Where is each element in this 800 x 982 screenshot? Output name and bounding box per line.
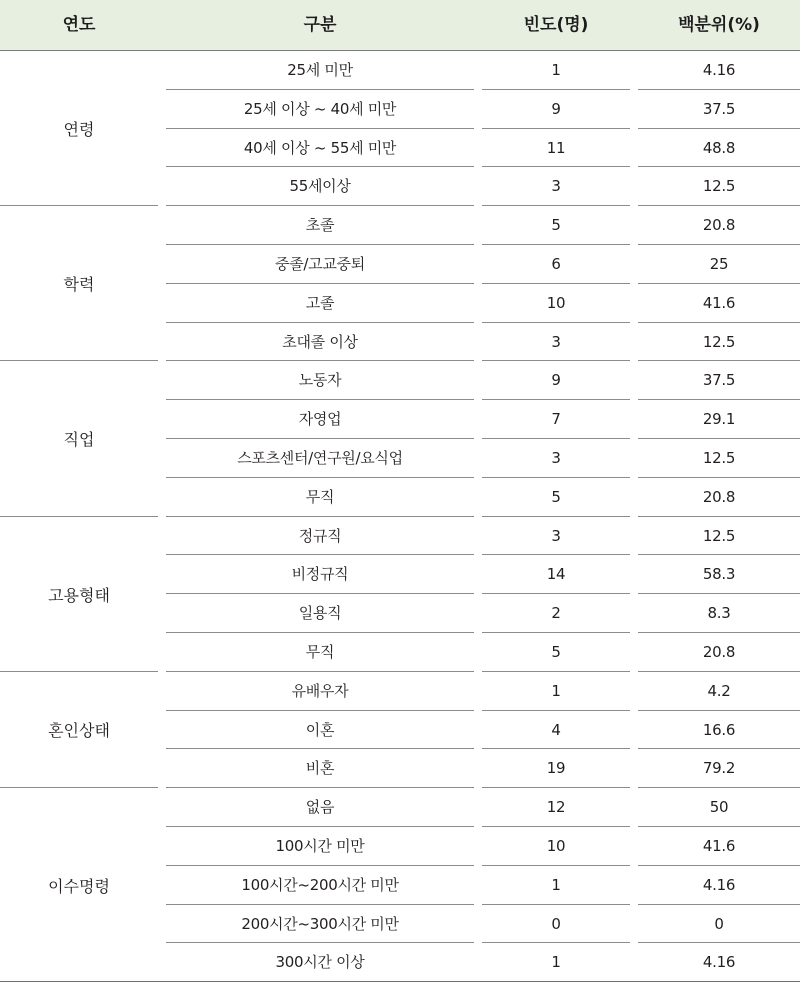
percentile-cell: 37.5 bbox=[702, 371, 736, 390]
category-cell: 노동자 bbox=[298, 371, 342, 390]
percentile-cell: 37.5 bbox=[702, 99, 736, 118]
frequency-cell: 19 bbox=[546, 759, 566, 778]
percentile-cell: 4.16 bbox=[702, 953, 736, 972]
frequency-cell: 3 bbox=[551, 449, 561, 467]
category-cell: 고졸 bbox=[305, 293, 335, 312]
category-cell: 40세 이상 ~ 55세 미만 bbox=[243, 138, 397, 157]
group-label: 연령 bbox=[63, 120, 95, 140]
percentile-cell: 16.6 bbox=[702, 720, 736, 739]
frequency-cell: 5 bbox=[551, 487, 561, 506]
frequency-cell: 1 bbox=[551, 61, 561, 79]
percentile-cell: 41.6 bbox=[702, 837, 736, 855]
frequency-cell: 3 bbox=[551, 332, 561, 351]
category-cell: 없음 bbox=[305, 798, 335, 817]
category-cell: 무직 bbox=[305, 487, 335, 506]
percentile-cell: 4.16 bbox=[702, 61, 736, 79]
percentile-cell: 41.6 bbox=[702, 293, 736, 312]
category-cell: 초대졸 이상 bbox=[282, 332, 358, 351]
frequency-cell: 6 bbox=[551, 255, 561, 273]
category-cell: 중졸/고교중퇴 bbox=[275, 255, 365, 273]
frequency-cell: 10 bbox=[546, 837, 566, 855]
percentile-cell: 12.5 bbox=[702, 177, 736, 196]
percentile-cell: 29.1 bbox=[702, 410, 736, 429]
header-percentile: 백분위(%) bbox=[678, 15, 760, 35]
frequency-cell: 3 bbox=[551, 177, 561, 196]
frequency-cell: 10 bbox=[546, 293, 566, 312]
frequency-cell: 2 bbox=[551, 604, 561, 623]
percentile-cell: 50 bbox=[709, 798, 729, 817]
percentile-cell: 8.3 bbox=[707, 604, 731, 623]
percentile-cell: 4.2 bbox=[707, 681, 731, 700]
group-label: 이수명령 bbox=[48, 876, 110, 896]
group-label: 혼인상태 bbox=[48, 721, 110, 741]
frequency-cell: 5 bbox=[551, 216, 561, 235]
percentile-cell: 20.8 bbox=[702, 643, 736, 661]
frequency-cell: 12 bbox=[546, 798, 566, 817]
frequency-cell: 7 bbox=[551, 410, 561, 429]
percentile-cell: 0 bbox=[714, 914, 724, 933]
percentile-cell: 20.8 bbox=[702, 487, 736, 506]
percentile-cell: 79.2 bbox=[702, 759, 736, 778]
category-cell: 비혼 bbox=[305, 759, 335, 778]
frequency-cell: 14 bbox=[546, 565, 566, 584]
category-cell: 300시간 이상 bbox=[275, 953, 365, 972]
frequency-cell: 1 bbox=[551, 681, 561, 700]
group-label: 고용형태 bbox=[48, 585, 110, 605]
frequency-cell: 4 bbox=[551, 720, 561, 739]
frequency-cell: 0 bbox=[551, 914, 561, 933]
category-cell: 일용직 bbox=[298, 604, 342, 623]
percentile-cell: 48.8 bbox=[702, 138, 736, 157]
frequency-cell: 1 bbox=[551, 953, 561, 972]
table-header bbox=[0, 0, 800, 51]
category-cell: 25세 이상 ~ 40세 미만 bbox=[243, 99, 397, 118]
percentile-cell: 4.16 bbox=[702, 875, 736, 894]
percentile-cell: 20.8 bbox=[702, 216, 736, 235]
category-cell: 초졸 bbox=[305, 216, 335, 235]
category-cell: 비정규직 bbox=[291, 565, 349, 584]
frequency-cell: 5 bbox=[551, 643, 561, 661]
percentile-cell: 25 bbox=[709, 255, 729, 273]
percentile-cell: 12.5 bbox=[702, 526, 736, 545]
category-cell: 55세이상 bbox=[289, 177, 351, 196]
frequency-cell: 9 bbox=[551, 99, 561, 118]
header-frequency: 빈도(명) bbox=[523, 15, 589, 35]
frequency-cell: 11 bbox=[546, 138, 566, 157]
category-cell: 정규직 bbox=[298, 526, 342, 545]
category-cell: 무직 bbox=[305, 643, 335, 661]
frequency-cell: 3 bbox=[551, 526, 561, 545]
frequency-cell: 1 bbox=[551, 875, 561, 894]
group-label: 학력 bbox=[63, 275, 95, 295]
header-category: 구분 bbox=[303, 15, 337, 35]
category-cell: 100시간~200시간 미만 bbox=[241, 875, 399, 894]
category-cell: 25세 미만 bbox=[287, 61, 353, 79]
group-label: 직업 bbox=[63, 430, 95, 450]
category-cell: 유배우자 bbox=[291, 681, 349, 700]
frequency-cell: 9 bbox=[551, 371, 561, 390]
category-cell: 이혼 bbox=[305, 720, 335, 739]
category-cell: 스포츠센터/연구원/요식업 bbox=[237, 449, 403, 467]
category-cell: 자영업 bbox=[298, 410, 342, 429]
header-year: 연도 bbox=[62, 15, 96, 35]
category-cell: 100시간 미만 bbox=[275, 837, 365, 855]
percentile-cell: 12.5 bbox=[702, 332, 736, 351]
category-cell: 200시간~300시간 미만 bbox=[241, 914, 399, 933]
percentile-cell: 12.5 bbox=[702, 449, 736, 467]
percentile-cell: 58.3 bbox=[702, 565, 736, 584]
